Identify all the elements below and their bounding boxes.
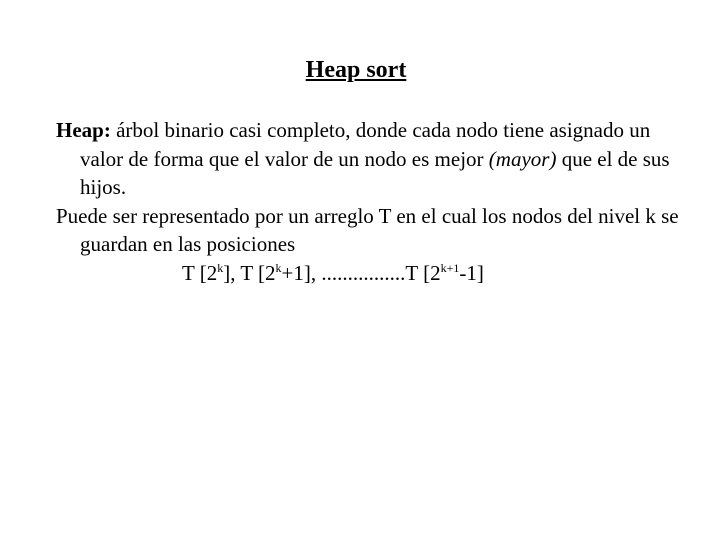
- slide-body: [56, 116, 696, 287]
- formula-part2-prefix: T [2: [240, 260, 276, 285]
- heap-definition-paragraph: [56, 116, 696, 202]
- formula-part1-suffix: ],: [223, 260, 241, 285]
- formula-part3-suffix: -1]: [459, 260, 484, 285]
- definition-text-after: que el de sus hijos.: [80, 146, 670, 199]
- positions-formula: [56, 259, 696, 288]
- definition-text-before: árbol binario casi completo, donde cada nodo tiene asignado un valor de forma que el valor de un nodo es mejor: [80, 118, 651, 171]
- formula-part1-prefix: T [2: [182, 260, 218, 285]
- definition-emphasis: (mayor): [488, 146, 557, 171]
- formula-part2-exponent: k: [275, 260, 282, 275]
- formula-part1-exponent: k: [217, 260, 224, 275]
- formula-ellipsis: ................: [321, 260, 406, 285]
- heap-term: Heap:: [56, 118, 111, 142]
- representation-paragraph: Puede ser representado por un arreglo T en el cual los nodos del nivel k se guardan en las posiciones: [56, 203, 679, 256]
- formula-part2-suffix: +1],: [281, 260, 322, 285]
- formula-part3-prefix: T [2: [405, 260, 441, 285]
- slide-title: Heap sort: [305, 57, 407, 83]
- formula-part3-exponent: k+1: [440, 260, 460, 275]
